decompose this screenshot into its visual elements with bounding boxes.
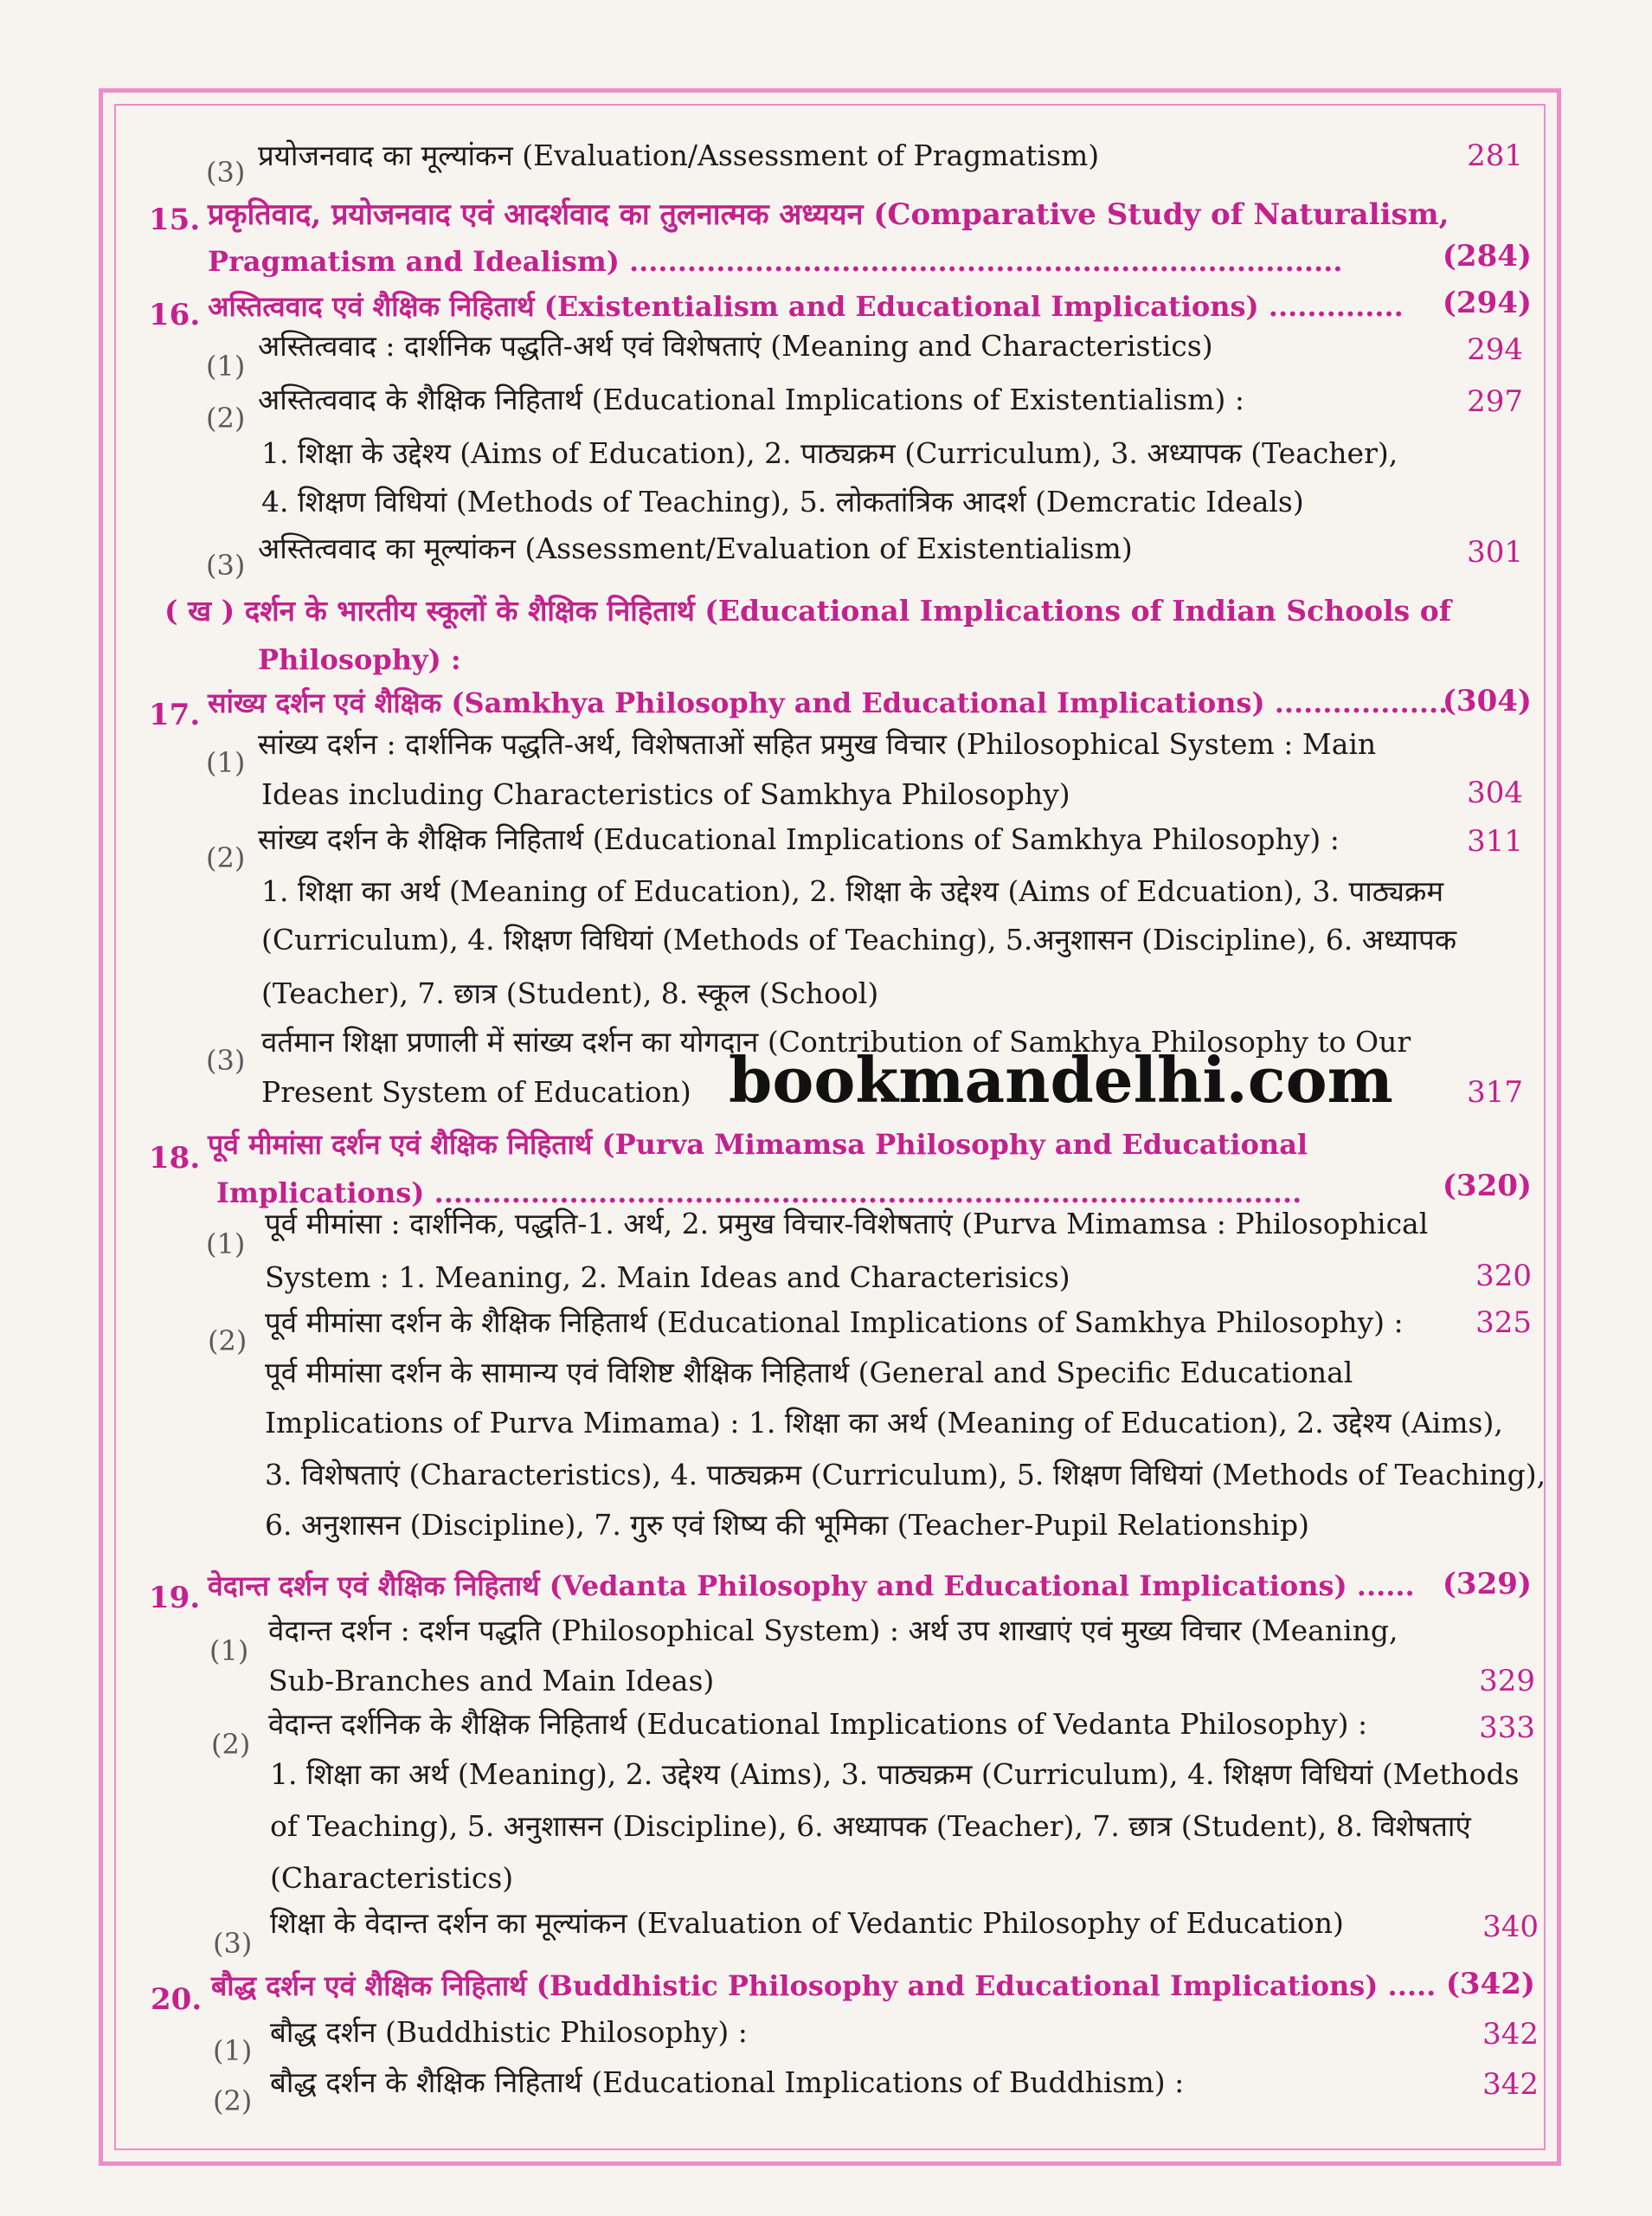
chapter-title: प्रकृतिवाद, प्रयोजनवाद एवं आदर्शवाद का तुलनात्मक अध्ययन (Comparative Study of Naturalism, <box>208 197 1450 232</box>
item-number: (1) <box>206 746 246 779</box>
chapter-page: (320) <box>1442 1169 1532 1203</box>
item-number: (1) <box>206 350 246 383</box>
page-number: 294 <box>1467 332 1523 367</box>
page-number: 301 <box>1467 535 1523 570</box>
toc-subline: (Characteristics) <box>270 1861 514 1895</box>
chapter-page: (294) <box>1442 286 1532 320</box>
chapter-number: 15. <box>149 203 201 237</box>
item-number: (2) <box>211 1728 251 1761</box>
item-number: (2) <box>213 2084 253 2117</box>
toc-line: शिक्षा के वेदान्त दर्शन का मूल्यांकन (Evaluation of Vedantic Philosophy of Education) <box>270 1906 1344 1940</box>
chapter-title: बौद्ध दर्शन एवं शैक्षिक निहितार्थ (Buddhistic Philosophy and Educational Implications) ..... <box>211 1969 1437 2002</box>
chapter-page: (329) <box>1442 1567 1532 1601</box>
toc-subline: 4. शिक्षण विधियां (Methods of Teaching), 5. लोकतांत्रिक आदर्श (Demcratic Ideals) <box>261 485 1304 519</box>
item-number: (1) <box>213 2034 253 2067</box>
toc-line: पूर्व मीमांसा : दार्शनिक, पद्धति-1. अर्थ, 2. प्रमुख विचार-विशेषताएं (Purva Mimamsa : Philosophical <box>265 1207 1429 1240</box>
toc-subline: (Teacher), 7. छात्र (Student), 8. स्कूल (School) <box>261 976 879 1010</box>
chapter-title: पूर्व मीमांसा दर्शन एवं शैक्षिक निहितार्थ (Purva Mimamsa Philosophy and Educational <box>208 1128 1308 1161</box>
page-number: 333 <box>1479 1710 1535 1745</box>
page-number: 325 <box>1475 1305 1532 1340</box>
chapter-title-cont: Implications) .......................................................................................... <box>216 1176 1302 1209</box>
page-number: 342 <box>1482 2067 1539 2102</box>
watermark-logo: bookmandelhi.com <box>729 1043 1393 1117</box>
page-number: 311 <box>1467 824 1523 859</box>
item-number: (2) <box>206 402 246 435</box>
page-number: 340 <box>1482 1910 1539 1944</box>
toc-line-cont: System : 1. Meaning, 2. Main Ideas and Characterisics) <box>265 1260 1070 1294</box>
item-number: (2) <box>206 841 246 874</box>
toc-subline: 1. शिक्षा का अर्थ (Meaning of Education), 2. शिक्षा के उद्देश्य (Aims of Edcuation), 3. पाठ्यक्रम <box>261 874 1444 908</box>
toc-line: अस्तित्ववाद : दार्शनिक पद्धति-अर्थ एवं विशेषताएं (Meaning and Characteristics) <box>258 329 1213 363</box>
toc-subline: 3. विशेषताएं (Characteristics), 4. पाठ्यक्रम (Curriculum), 5. शिक्षण विधियां (Methods of Teaching), <box>265 1458 1546 1491</box>
chapter-page: (342) <box>1445 1967 1535 2001</box>
toc-subline: 6. अनुशासन (Discipline), 7. गुरु एवं शिष्य की भूमिका (Teacher-Pupil Relationship) <box>265 1508 1309 1542</box>
item-number: (3) <box>206 1044 246 1077</box>
page-number: 304 <box>1467 776 1523 810</box>
chapter-title: अस्तित्ववाद एवं शैक्षिक निहितार्थ (Existentialism and Educational Implications) .............. <box>208 290 1404 323</box>
toc-subline: 1. शिक्षा के उद्देश्य (Aims of Education), 2. पाठ्यक्रम (Curriculum), 3. अध्यापक (Teacher), <box>261 436 1398 470</box>
chapter-number: 20. <box>151 1982 202 2017</box>
toc-subline: (Curriculum), 4. शिक्षण विधियां (Methods of Teaching), 5.अनुशासन (Discipline), 6. अध्यापक <box>261 923 1457 957</box>
toc-subline: of Teaching), 5. अनुशासन (Discipline), 6. अध्यापक (Teacher), 7. छात्र (Student), 8. विशेषताएं <box>270 1809 1471 1843</box>
toc-line: बौद्ध दर्शन (Buddhistic Philosophy) : <box>270 2015 748 2049</box>
toc-line: सांख्य दर्शन : दार्शनिक पद्धति-अर्थ, विशेषताओं सहित प्रमुख विचार (Philosophical System : Main <box>258 727 1377 761</box>
item-number: (1) <box>206 1227 246 1260</box>
chapter-page: (304) <box>1442 684 1532 718</box>
page-number: 320 <box>1475 1259 1532 1293</box>
toc-line: अस्तित्ववाद के शैक्षिक निहितार्थ (Educational Implications of Existentialism) : <box>258 383 1244 416</box>
section-heading-cont: Philosophy) : <box>258 643 461 676</box>
page-number: 342 <box>1482 2017 1539 2052</box>
chapter-number: 19. <box>149 1581 201 1615</box>
toc-line: वर्तमान शिक्षा प्रणाली में सांख्य दर्शन का योगदान (Contribution of Samkhya Philosophy to Our <box>261 1025 1411 1059</box>
chapter-number: 18. <box>149 1141 201 1176</box>
page-number: 317 <box>1467 1075 1523 1110</box>
item-number: (3) <box>206 549 246 582</box>
toc-line: वेदान्त दर्शन : दर्शन पद्धति (Philosophical System) : अर्थ उप शाखाएं एवं मुख्य विचार (Meaning, <box>268 1614 1398 1647</box>
item-number: (3) <box>213 1927 253 1960</box>
toc-subline: Implications of Purva Mimama) : 1. शिक्षा का अर्थ (Meaning of Education), 2. उद्देश्य (Aims), <box>265 1406 1503 1440</box>
toc-line-cont: Sub-Branches and Main Ideas) <box>268 1664 715 1697</box>
toc-line: सांख्य दर्शन के शैक्षिक निहितार्थ (Educational Implications of Samkhya Philosophy) : <box>258 822 1340 856</box>
toc-subline: पूर्व मीमांसा दर्शन के सामान्य एवं विशिष्ट शैक्षिक निहितार्थ (General and Specific Educational <box>265 1356 1353 1389</box>
page-number: 329 <box>1479 1664 1535 1698</box>
chapter-title: वेदान्त दर्शन एवं शैक्षिक निहितार्थ (Vedanta Philosophy and Educational Implications) ...... <box>208 1569 1415 1602</box>
page-number: 297 <box>1467 384 1523 419</box>
toc-line: अस्तित्ववाद का मूल्यांकन (Assessment/Evaluation of Existentialism) <box>258 531 1133 565</box>
toc-line-cont: Ideas including Characteristics of Samkhya Philosophy) <box>261 777 1070 811</box>
chapter-title: सांख्य दर्शन एवं शैक्षिक (Samkhya Philosophy and Educational Implications) .................. <box>208 686 1449 719</box>
item-number: (1) <box>209 1634 249 1667</box>
chapter-number: 17. <box>149 698 201 732</box>
section-heading: ( ख ) दर्शन के भारतीय स्कूलों के शैक्षिक निहितार्थ (Educational Implications of Indian Schools of <box>164 594 1451 628</box>
toc-line: वेदान्त दर्शनिक के शैक्षिक निहितार्थ (Educational Implications of Vedanta Philosophy) : <box>268 1707 1368 1741</box>
page-number: 281 <box>1467 138 1523 173</box>
chapter-title-cont: Pragmatism and Idealism) .......................................................................... <box>208 245 1343 278</box>
item-number: (3) <box>206 156 246 189</box>
chapter-page: (284) <box>1442 239 1532 274</box>
toc-line-cont: Present System of Education) <box>261 1075 691 1109</box>
toc-line: प्रयोजनवाद का मूल्यांकन (Evaluation/Assessment of Pragmatism) <box>258 138 1100 172</box>
toc-line: पूर्व मीमांसा दर्शन के शैक्षिक निहितार्थ (Educational Implications of Samkhya Philosophy) : <box>265 1305 1404 1339</box>
item-number: (2) <box>208 1324 247 1357</box>
toc-subline: 1. शिक्षा का अर्थ (Meaning), 2. उद्देश्य (Aims), 3. पाठ्यक्रम (Curriculum), 4. शिक्षण विधियां (Methods <box>270 1757 1520 1791</box>
toc-line: बौद्ध दर्शन के शैक्षिक निहितार्थ (Educational Implications of Buddhism) : <box>270 2065 1185 2099</box>
chapter-number: 16. <box>149 298 201 332</box>
